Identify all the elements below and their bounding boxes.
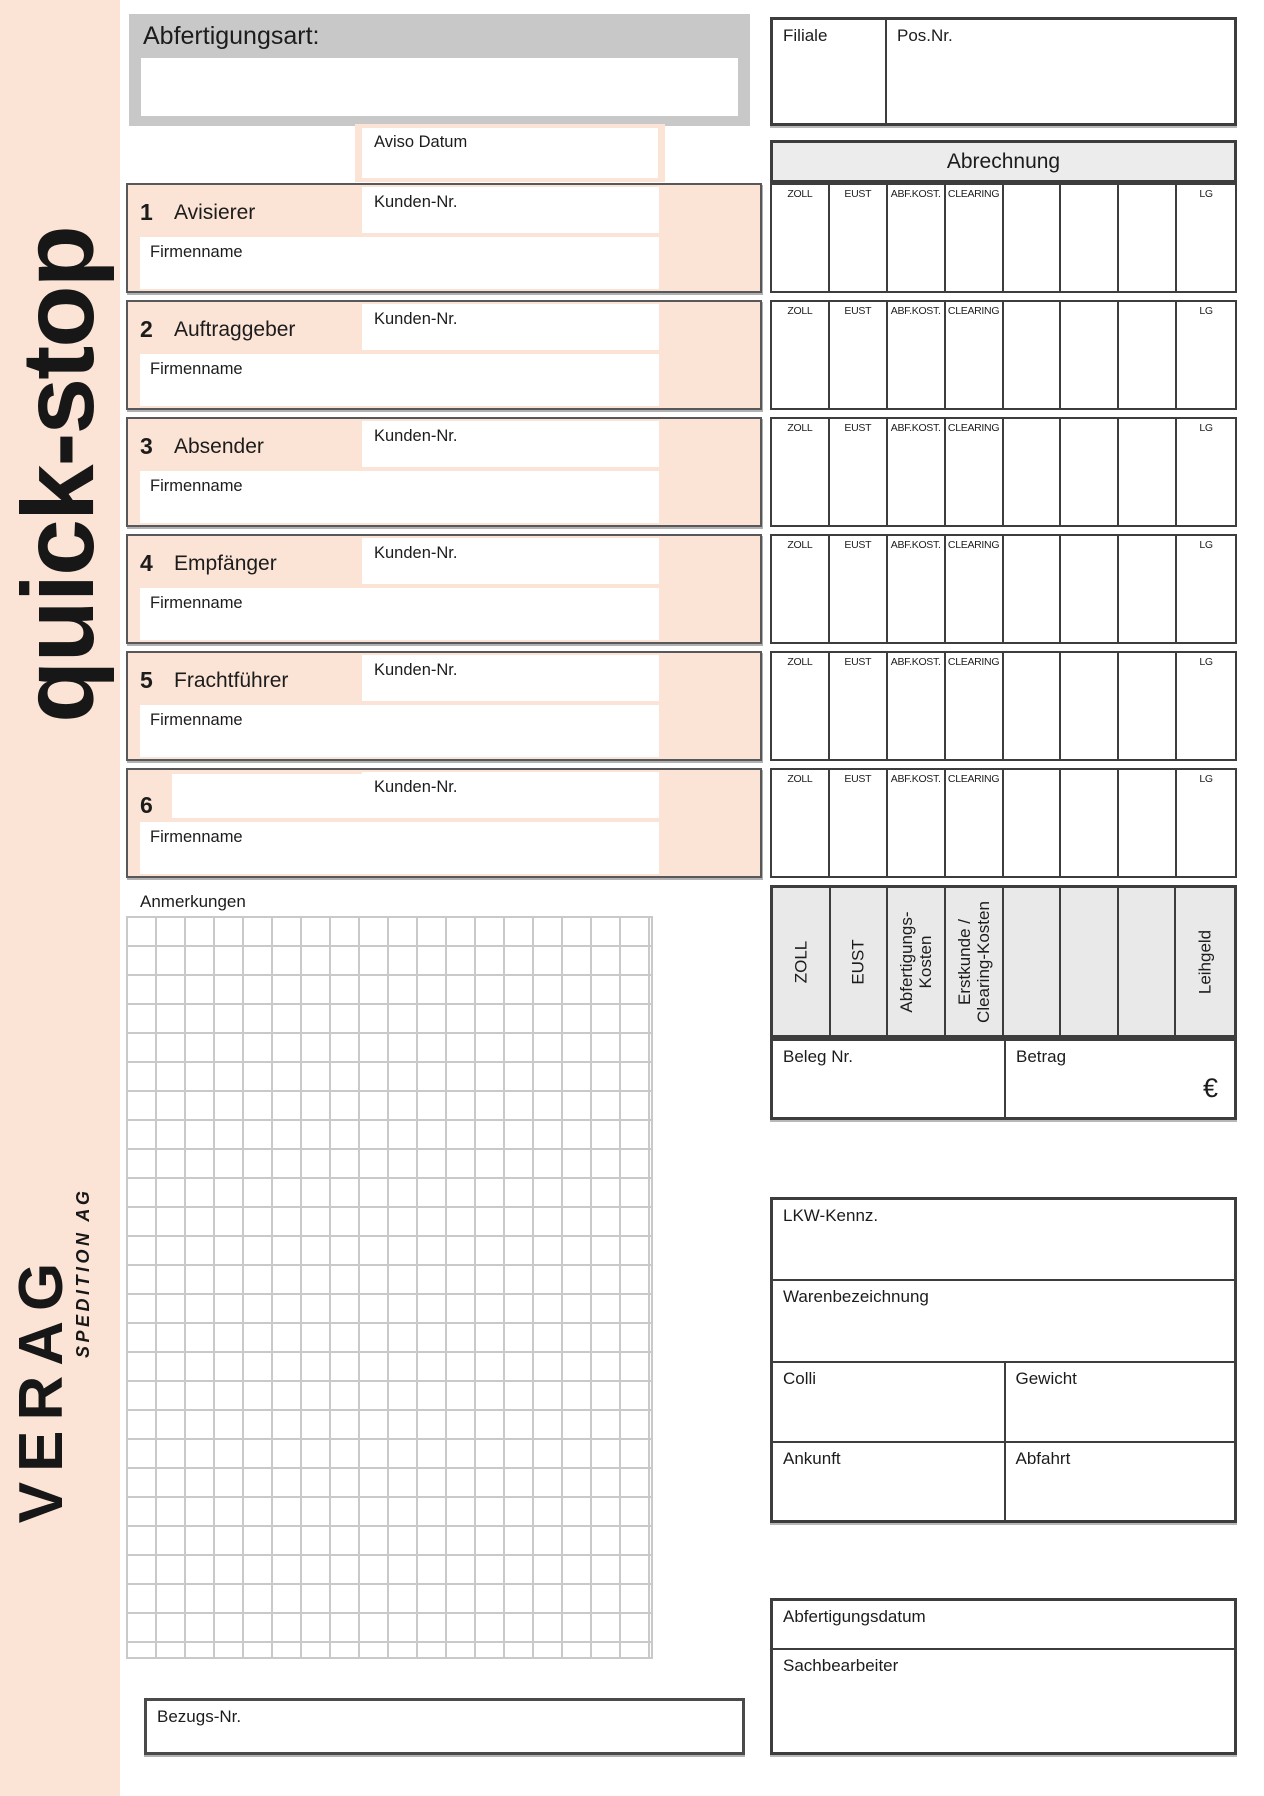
firmenname-input[interactable] (140, 705, 659, 757)
company-name: VERAG (7, 1252, 76, 1524)
party-row-frachtfuehrer (126, 651, 762, 761)
footer-cell-leihgeld (1176, 888, 1234, 1035)
sidebar (0, 0, 120, 1796)
firmenname-label: Firmenname (150, 711, 243, 729)
row-number: 1 (140, 199, 153, 225)
row-number: 2 (140, 316, 153, 342)
firmenname-label: Firmenname (150, 477, 243, 495)
footer-cell-empty (1061, 888, 1119, 1035)
footer-cell-empty (1004, 888, 1062, 1035)
abrechnung-cell[interactable]: LG (1199, 539, 1213, 551)
kunden-nr-label: Kunden-Nr. (374, 778, 458, 796)
company-subtitle: SPEDITION AG (73, 1187, 93, 1358)
party-row-6 (126, 768, 762, 878)
abrechnung-cell[interactable]: ABF.KOST. (888, 302, 946, 408)
ankunft-input[interactable] (773, 1443, 1004, 1520)
firmenname-input[interactable] (140, 588, 659, 640)
abrechnung-cell[interactable] (1119, 770, 1177, 876)
abrechnung-cell[interactable] (1004, 770, 1062, 876)
abrechnung-cell[interactable]: EUST (830, 770, 888, 876)
colli-label: Colli (783, 1369, 817, 1388)
abrechnung-cell[interactable]: CLEARING (946, 536, 1004, 642)
abrechnung-cell[interactable] (1004, 653, 1062, 759)
abfertigungsart-section (129, 14, 750, 126)
abrechnung-cell[interactable] (1061, 419, 1119, 525)
warenbezeichnung-label: Warenbezeichnung (783, 1287, 929, 1306)
abrechnung-cell[interactable]: CLEARING (946, 419, 1004, 525)
abrechnung-row (770, 417, 1237, 527)
betrag-label: Betrag (1016, 1047, 1067, 1066)
abrechnung-row (770, 183, 1237, 293)
kunden-nr-input[interactable] (362, 187, 659, 233)
abrechnung-cell[interactable] (1119, 536, 1177, 642)
beleg-nr-label: Beleg Nr. (783, 1047, 853, 1066)
firmenname-input[interactable] (140, 822, 659, 874)
abrechnung-cell[interactable] (1061, 302, 1119, 408)
abfertigungsart-input[interactable] (141, 58, 738, 116)
abrechnung-cell[interactable]: CLEARING (946, 185, 1004, 291)
bezugs-nr-label: Bezugs-Nr. (157, 1707, 242, 1726)
abrechnung-cell[interactable]: EUST (830, 185, 888, 291)
betrag-input[interactable] (1006, 1041, 1234, 1117)
gewicht-label: Gewicht (1015, 1369, 1077, 1388)
abrechnung-cell[interactable]: ZOLL (772, 302, 830, 408)
brand-logo: quick-stop (1, 227, 115, 723)
abrechnung-cell[interactable]: LG (1199, 188, 1213, 200)
pos-nr-input[interactable] (887, 50, 1237, 126)
kunden-nr-label: Kunden-Nr. (374, 427, 458, 445)
abfahrt-input[interactable] (1004, 1443, 1235, 1520)
beleg-betrag-box (770, 1038, 1237, 1120)
filiale-posnr-box (770, 17, 1237, 126)
abrechnung-cell[interactable]: ZOLL (772, 653, 830, 759)
abrechnung-cell[interactable]: ABF.KOST. (888, 770, 946, 876)
abrechnung-cell[interactable]: LG (1199, 656, 1213, 668)
shipment-box (770, 1197, 1237, 1523)
euro-symbol: € (1202, 1073, 1218, 1103)
abfertigungsart-label: Abfertigungsart: (143, 22, 320, 50)
processing-box (770, 1598, 1237, 1755)
kunden-nr-label: Kunden-Nr. (374, 310, 458, 328)
party-row-auftraggeber (126, 300, 762, 410)
party-row-absender (126, 417, 762, 527)
kunden-nr-label: Kunden-Nr. (374, 661, 458, 679)
firmenname-input[interactable] (140, 471, 659, 523)
footer-label: ZOLL (791, 940, 811, 983)
abrechnung-cell[interactable]: ZOLL (772, 185, 830, 291)
row-number: 4 (140, 550, 153, 576)
abrechnung-footer-labels (770, 885, 1237, 1038)
abrechnung-row (770, 651, 1237, 761)
row-label: Absender (174, 435, 264, 458)
footer-label: Abfertigungs- Kosten (897, 910, 936, 1013)
abrechnung-cell[interactable]: EUST (830, 653, 888, 759)
abfahrt-label: Abfahrt (1015, 1449, 1071, 1468)
abrechnung-cell[interactable] (1061, 536, 1119, 642)
kunden-nr-input[interactable] (362, 772, 659, 818)
kunden-nr-input[interactable] (362, 304, 659, 350)
abrechnung-cell[interactable]: ABF.KOST. (888, 185, 946, 291)
footer-label: Erstkunde / Clearing-Kosten (954, 900, 993, 1023)
row-label: Avisierer (174, 201, 256, 224)
colli-input[interactable] (773, 1363, 1004, 1441)
abrechnung-cell[interactable]: CLEARING (946, 653, 1004, 759)
kunden-nr-label: Kunden-Nr. (374, 544, 458, 562)
pos-nr-label: Pos.Nr. (897, 26, 953, 45)
firmenname-input[interactable] (140, 354, 659, 406)
abrechnung-cell[interactable]: CLEARING (946, 302, 1004, 408)
abrechnung-cell[interactable]: CLEARING (946, 770, 1004, 876)
colli-gewicht-row (773, 1361, 1234, 1441)
abrechnung-row (770, 534, 1237, 644)
abrechnung-cell[interactable] (1061, 653, 1119, 759)
lkw-kennz-label: LKW-Kennz. (783, 1206, 879, 1225)
abrechnung-cell[interactable] (1119, 653, 1177, 759)
abrechnung-cell[interactable]: ZOLL (772, 536, 830, 642)
abrechnung-cell[interactable] (1004, 185, 1062, 291)
abrechnung-cell[interactable]: ABF.KOST. (888, 419, 946, 525)
anmerkungen-grid-area[interactable] (126, 916, 653, 1659)
footer-cell-abfertigungskosten (888, 888, 946, 1035)
sachbearbeiter-label: Sachbearbeiter (783, 1656, 899, 1675)
bezugs-nr-input[interactable] (144, 1698, 745, 1755)
footer-label: EUST (848, 938, 868, 985)
firmenname-label: Firmenname (150, 594, 243, 612)
footer-cell-zoll (773, 888, 831, 1035)
abrechnung-cell[interactable] (1119, 419, 1177, 525)
abrechnung-cell[interactable] (1061, 770, 1119, 876)
kunden-nr-input[interactable] (362, 538, 659, 584)
abrechnung-cell[interactable] (1119, 302, 1177, 408)
row-label: Frachtführer (174, 669, 289, 692)
abrechnung-cell[interactable]: EUST (830, 536, 888, 642)
abrechnung-cell[interactable]: LG (1199, 773, 1213, 785)
party-row-avisierer (126, 183, 762, 293)
firmenname-input[interactable] (140, 237, 659, 289)
abrechnung-cell[interactable]: ABF.KOST. (888, 536, 946, 642)
abrechnung-cell[interactable]: ABF.KOST. (888, 653, 946, 759)
filiale-input[interactable] (773, 50, 885, 126)
warenbezeichnung-input[interactable] (773, 1279, 1234, 1361)
firmenname-label: Firmenname (150, 828, 243, 846)
anmerkungen-label: Anmerkungen (140, 892, 246, 911)
abrechnung-cell[interactable] (1119, 185, 1177, 291)
firmenname-label: Firmenname (150, 243, 243, 261)
sachbearbeiter-input[interactable] (773, 1648, 1234, 1752)
abrechnung-cell[interactable]: ZOLL (772, 770, 830, 876)
kunden-nr-input[interactable] (362, 655, 659, 701)
abrechnung-cell[interactable]: LG (1199, 422, 1213, 434)
aviso-datum-input[interactable] (362, 128, 658, 178)
row-label: Auftraggeber (174, 318, 296, 341)
beleg-nr-input[interactable] (773, 1041, 1004, 1117)
abrechnung-cell[interactable]: LG (1199, 305, 1213, 317)
footer-cell-clearingkosten (946, 888, 1004, 1035)
abrechnung-row (770, 768, 1237, 878)
abrechnung-header: Abrechnung (770, 140, 1237, 183)
abrechnung-row (770, 300, 1237, 410)
footer-cell-empty (1119, 888, 1177, 1035)
abfertigungsdatum-label: Abfertigungsdatum (783, 1607, 926, 1626)
abrechnung-cell[interactable] (1004, 536, 1062, 642)
footer-label: Leihgeld (1195, 929, 1215, 994)
party-row-empfaenger (126, 534, 762, 644)
abfertigungsdatum-input[interactable] (773, 1601, 1234, 1648)
row-label: Empfänger (174, 552, 277, 575)
gewicht-input[interactable] (1004, 1363, 1235, 1441)
firmenname-label: Firmenname (150, 360, 243, 378)
aviso-datum-pad (355, 124, 665, 182)
abrechnung-cell[interactable]: EUST (830, 302, 888, 408)
filiale-label: Filiale (783, 26, 828, 45)
footer-cell-eust (831, 888, 889, 1035)
abrechnung-cell[interactable]: EUST (830, 419, 888, 525)
kunden-nr-input[interactable] (362, 421, 659, 467)
kunden-nr-label: Kunden-Nr. (374, 193, 458, 211)
ankunft-abfahrt-row (773, 1441, 1234, 1520)
abrechnung-cell[interactable]: ZOLL (772, 419, 830, 525)
lkw-kennz-input[interactable] (773, 1200, 1234, 1279)
aviso-datum-label: Aviso Datum (374, 133, 468, 151)
row-number: 3 (140, 433, 153, 459)
row-number: 5 (140, 667, 153, 693)
abrechnung-cell[interactable] (1004, 302, 1062, 408)
custom-party-label-input[interactable] (172, 774, 389, 818)
row-number: 6 (140, 792, 153, 818)
ankunft-label: Ankunft (783, 1449, 841, 1468)
abrechnung-cell[interactable] (1061, 185, 1119, 291)
abrechnung-cell[interactable] (1004, 419, 1062, 525)
